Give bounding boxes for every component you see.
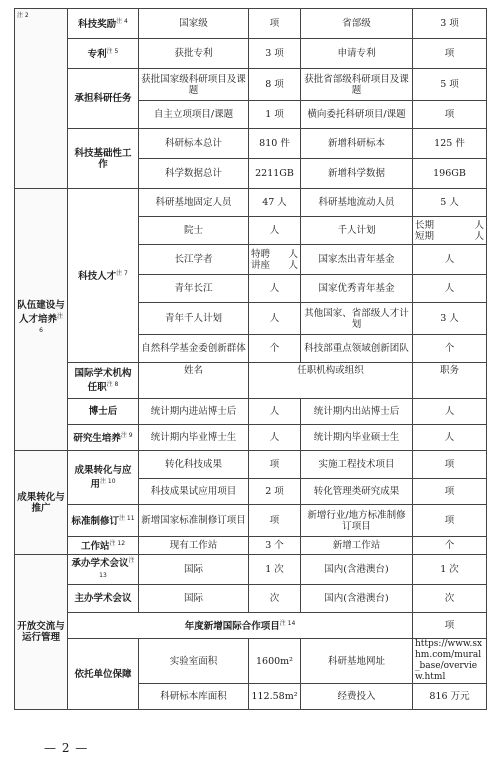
cell-label: 千人计划 <box>301 217 413 245</box>
cell-label: 国内(含港澳台) <box>301 585 413 613</box>
cell-value: 项 <box>413 613 487 639</box>
cell-label: 新增科学数据 <box>301 159 413 189</box>
cell-label: 科学数据总计 <box>139 159 249 189</box>
cell-value: 1 次 <box>413 555 487 585</box>
cell-value: 人 <box>413 275 487 303</box>
cell-label: 国家杰出青年基金 <box>301 245 413 275</box>
cell-value: 人 <box>413 425 487 451</box>
cell-value: 2 项 <box>249 479 301 505</box>
cell-label: 实施工程技术项目 <box>301 451 413 479</box>
group-transfer: 成果转化与推广 <box>15 451 68 555</box>
category-basic-work: 科技基础性工作 <box>68 129 139 189</box>
cell-label: 国家级 <box>139 9 249 39</box>
statistics-table <box>14 8 487 710</box>
group-team-building: 队伍建设与人才培养$^{注 6}$ <box>15 189 68 451</box>
cell-label: 新增工作站 <box>301 537 413 555</box>
cell-value: 810 件 <box>249 129 301 159</box>
cell-value: 5 人 <box>413 189 487 217</box>
category-graduate: 研究生培养$^{注 9}$ <box>68 425 139 451</box>
cell-label: 青年千人计划 <box>139 303 249 335</box>
category-station: 工作站$^{注 12}$ <box>68 537 139 555</box>
cell-label: 申请专利 <box>301 39 413 69</box>
footnote-marker: 注 2 <box>17 12 29 19</box>
table-row <box>15 399 487 425</box>
cell-label: 科研基地流动人员 <box>301 189 413 217</box>
category-support: 依托单位保障 <box>68 639 139 710</box>
cell-label: 转化管理类研究成果 <box>301 479 413 505</box>
cell-value: 3 个 <box>249 537 301 555</box>
website-url: https://www.sxhm.com/mural_base/overview.html <box>413 639 487 684</box>
sub-unit: 人 <box>288 259 298 271</box>
group-cell-top <box>15 9 68 189</box>
cell-value: 人 <box>249 425 301 451</box>
cell-value: 个 <box>249 335 301 363</box>
column-header-position: 职务 <box>413 363 487 399</box>
cell-label: 经费投入 <box>301 684 413 710</box>
table-row <box>15 9 487 39</box>
cell-value: 1600m² <box>249 639 301 684</box>
category-intl-org: 国际学术机构任职$^{注 8}$ <box>68 363 139 399</box>
table-row <box>15 639 487 684</box>
table-row <box>15 425 487 451</box>
cell-value: 1 次 <box>249 555 301 585</box>
sub-unit: 人 <box>474 219 484 231</box>
cell-value: 112.58m² <box>249 684 301 710</box>
cell-label: 自然科学基金委创新群体 <box>139 335 249 363</box>
cell-value: 项 <box>413 451 487 479</box>
category-patent: 专利$^{注 5}$ <box>68 39 139 69</box>
sub-label: 短期 <box>415 230 435 242</box>
cell-label: 省部级 <box>301 9 413 39</box>
category-research: 承担科研任务 <box>68 69 139 129</box>
cell-label: 青年长江 <box>139 275 249 303</box>
cell-value: 125 件 <box>413 129 487 159</box>
column-header-name: 姓名 <box>139 363 249 399</box>
cell-value: 项 <box>249 505 301 537</box>
sub-unit: 人 <box>474 230 484 242</box>
cell-label: 科研标本库面积 <box>139 684 249 710</box>
cell-label: 新增国家标准制修订项目 <box>139 505 249 537</box>
table-row <box>15 585 487 613</box>
cell-label: 统计期内毕业硕士生 <box>301 425 413 451</box>
cell-label: 统计期内毕业博士生 <box>139 425 249 451</box>
sub-label: 长期 <box>415 219 435 231</box>
cell-value: 个 <box>413 335 487 363</box>
cell-label: 获批国家级科研项目及课题 <box>139 69 249 101</box>
cell-label: 统计期内出站博士后 <box>301 399 413 425</box>
cell-value: 3 项 <box>413 9 487 39</box>
cell-value: 2211GB <box>249 159 301 189</box>
cell-value: 项 <box>413 39 487 69</box>
cell-label: 院士 <box>139 217 249 245</box>
table-row <box>15 189 487 217</box>
cell-label: 科技成果试应用项目 <box>139 479 249 505</box>
category-postdoc: 博士后 <box>68 399 139 425</box>
cell-value: 人 <box>413 399 487 425</box>
cell-value: 项 <box>249 9 301 39</box>
cell-value: 人 <box>413 245 487 275</box>
table-row <box>15 505 487 537</box>
cell-label: 科研基地网址 <box>301 639 413 684</box>
cell-value: 人 <box>249 399 301 425</box>
cell-label: 国家优秀青年基金 <box>301 275 413 303</box>
cell-subsplit <box>413 217 487 245</box>
cell-label: 新增行业/地方标准制修订项目 <box>301 505 413 537</box>
cell-label: 国内(含港澳台) <box>301 555 413 585</box>
table-row <box>15 69 487 101</box>
category-tech-award: 科技奖励$^{注 4}$ <box>68 9 139 39</box>
cell-label: 科研标本总计 <box>139 129 249 159</box>
category-transfer-app: 成果转化与应用$^{注 10}$ <box>68 451 139 505</box>
cell-value: 次 <box>249 585 301 613</box>
table-row <box>15 363 487 399</box>
cell-label: 现有工作站 <box>139 537 249 555</box>
cell-value: 47 人 <box>249 189 301 217</box>
cell-value: 人 <box>249 217 301 245</box>
cell-value: 8 项 <box>249 69 301 101</box>
cell-label: 科研基地固定人员 <box>139 189 249 217</box>
cell-label: 横向委托科研项目/课题 <box>301 101 413 129</box>
table-row <box>15 129 487 159</box>
table-row <box>15 537 487 555</box>
sub-unit: 人 <box>288 248 298 260</box>
column-header-organization: 任职机构或组织 <box>249 363 413 399</box>
cell-value: 个 <box>413 537 487 555</box>
cell-value: 次 <box>413 585 487 613</box>
cell-value: 816 万元 <box>413 684 487 710</box>
table-row <box>15 39 487 69</box>
cell-value: 1 项 <box>249 101 301 129</box>
cell-label: 国际 <box>139 555 249 585</box>
table-row <box>15 613 487 639</box>
cell-label: 其他国家、省部级人才计划 <box>301 303 413 335</box>
sub-label: 讲座 <box>251 259 271 271</box>
cell-label: 新增科研标本 <box>301 129 413 159</box>
cell-label: 科技部重点领域创新团队 <box>301 335 413 363</box>
cell-value: 项 <box>413 505 487 537</box>
cell-label: 国际 <box>139 585 249 613</box>
category-conf-host: 承办学术会议$^{注 13}$ <box>68 555 139 585</box>
cell-value: 人 <box>249 275 301 303</box>
intl-coop-label: 年度新增国际合作项目$^{注 14}$ <box>68 613 413 639</box>
cell-value: 5 项 <box>413 69 487 101</box>
table-row <box>15 555 487 585</box>
cell-value: 项 <box>413 101 487 129</box>
cell-label: 统计期内进站博士后 <box>139 399 249 425</box>
cell-label: 转化科技成果 <box>139 451 249 479</box>
cell-label: 实验室面积 <box>139 639 249 684</box>
cell-value: 人 <box>249 303 301 335</box>
cell-subsplit <box>249 245 301 275</box>
cell-value: 项 <box>249 451 301 479</box>
sub-label: 特聘 <box>251 248 271 260</box>
cell-label: 获批专利 <box>139 39 249 69</box>
category-talent: 科技人才$^{注 7}$ <box>68 189 139 363</box>
page-number: — 2 — <box>44 741 89 755</box>
table-row <box>15 451 487 479</box>
cell-value: 196GB <box>413 159 487 189</box>
category-standard: 标准制修订$^{注 11}$ <box>68 505 139 537</box>
cell-value: 项 <box>413 479 487 505</box>
cell-value: 3 人 <box>413 303 487 335</box>
category-conf-main: 主办学术会议 <box>68 585 139 613</box>
cell-label: 获批省部级科研项目及课题 <box>301 69 413 101</box>
cell-label: 长江学者 <box>139 245 249 275</box>
cell-label: 自主立项项目/课题 <box>139 101 249 129</box>
cell-value: 3 项 <box>249 39 301 69</box>
group-open-exchange: 开放交流与运行管理 <box>15 555 68 710</box>
